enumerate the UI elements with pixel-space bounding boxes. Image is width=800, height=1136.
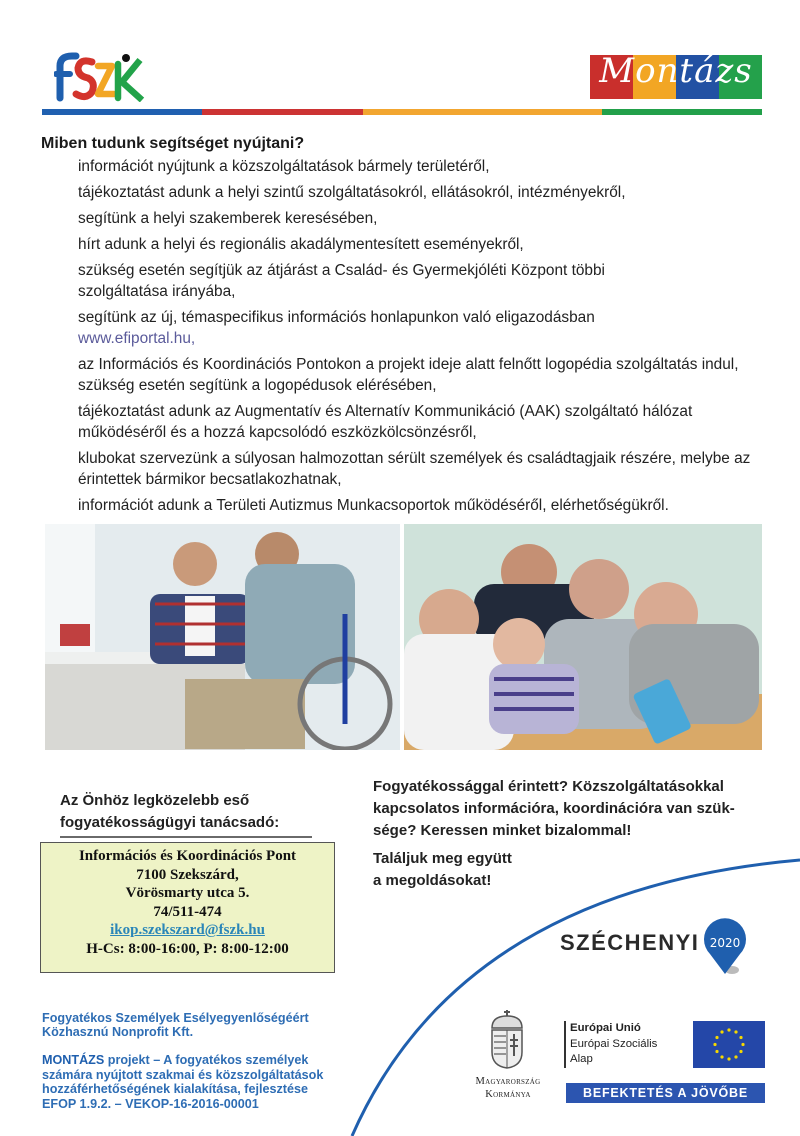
eu-line3: Alap	[570, 1053, 593, 1065]
eu-divider	[564, 1021, 566, 1068]
services-heading: Miben tudunk segítséget nyújtani?	[41, 135, 305, 152]
list-item: az Információs és Koordinációs Pontokon a projekt ideje alatt felnőtt logopédia szolgáltatás indul, szükség esetén segítünk a logopédusok elérésében,	[78, 356, 739, 394]
callout-line: Találjuk meg együtt	[373, 850, 512, 867]
invest-future-banner: BEFEKTETÉS A JÖVŐBE	[566, 1083, 765, 1103]
government-label	[466, 1075, 550, 1101]
services-list	[78, 156, 778, 521]
project-line: hozzáférhetőségének kialakítása, fejlesztése	[42, 1082, 308, 1096]
project-line: számára nyújtott szakmai és közszolgáltatások	[42, 1067, 324, 1082]
project-line	[42, 1053, 323, 1068]
eu-line2: Európai Szociális	[570, 1037, 658, 1050]
list-item: szükség esetén segítjük az átjárást a Család- és Gyermekjóléti Központ többi szolgáltatása irányába,	[78, 262, 605, 300]
title-underline	[60, 836, 312, 838]
contact-street: Vörösmarty utca 5.	[125, 885, 250, 901]
org-line: Közhasznú Nonprofit Kft.	[42, 1025, 194, 1039]
list-item: hírt adunk a helyi és regionális akadálymentesített eseményekről,	[78, 236, 524, 253]
contact-name: Információs és Koordinációs Pont	[78, 848, 297, 864]
list-item: tájékoztatást adunk a helyi szintű szolgáltatásokról, ellátásokról, intézményekről,	[78, 184, 626, 201]
org-line: Fogyatékos Személyek Esélyegyenlőségéért	[42, 1011, 309, 1025]
project-line-rest: projekt – A fogyatékos személyek	[104, 1053, 309, 1067]
nearest-title-line2: fogyatékosságügyi tanácsadó:	[60, 814, 280, 831]
list-item	[78, 307, 778, 349]
project-info	[42, 1053, 323, 1111]
nearest-title-line1: Az Önhöz legközelebb eső	[60, 792, 250, 809]
contact-email-link[interactable]: ikop.szekszard@fszk.hu	[110, 922, 265, 938]
list-item: tájékoztatást adunk az Augmentatív és Alternatív Kommunikáció (AAK) szolgáltató hálózat működéséről és a hozzá kapcsolódó eszközkölcsönzésről,	[78, 403, 693, 441]
header-color-bar	[42, 109, 762, 115]
eu-fund-label	[570, 1021, 657, 1068]
svg-text:2020: 2020	[709, 936, 741, 950]
project-code: EFOP 1.9.2. – VEKOP-16-2016-00001	[42, 1096, 259, 1111]
hungarian-coat-of-arms-icon	[484, 1008, 530, 1070]
callout-line: a megoldásokat!	[373, 872, 492, 889]
contact-phone: 74/511-474	[153, 903, 222, 920]
nearest-advisor-title	[60, 790, 279, 834]
callout-line: sége? Keressen minket bizalommal!	[373, 822, 632, 839]
organization-name	[42, 1011, 309, 1039]
montazs-logo	[590, 51, 762, 99]
efiportal-link[interactable]: www.efiportal.hu,	[78, 330, 196, 347]
szechenyi-pin-icon	[702, 918, 748, 976]
contact-box	[40, 842, 335, 973]
photo-consultation-wheelchair	[45, 524, 400, 750]
photo-group-tablet	[404, 524, 762, 750]
fszk-logo	[54, 52, 146, 102]
list-item: klubokat szervezünk a súlyosan halmozottan sérült személyek és családtagjaik részére, melybe az érintettek bármikor becsatlakozhatnak,	[78, 450, 751, 488]
contact-hours: H-Cs: 8:00-16:00, P: 8:00-12:00	[86, 940, 289, 957]
eu-line1: Európai Unió	[570, 1022, 641, 1034]
list-item: információt adunk a Területi Autizmus Munkacsoportok működéséről, elérhetőségükről.	[78, 497, 669, 514]
list-item: információt nyújtunk a közszolgáltatások bármely területéről,	[78, 158, 490, 175]
list-item-text: segítünk az új, témaspecifikus információs honlapunkon való eligazodásban	[78, 309, 595, 326]
callout-line: Fogyatékossággal érintett? Közszolgáltatásokkal	[373, 778, 724, 795]
eu-flag-icon	[693, 1021, 765, 1068]
montazs-logo-text: Montázs	[599, 51, 753, 91]
szechenyi-logo-text: SZÉCHENYI	[560, 930, 700, 955]
gov-line2: Kormánya	[485, 1089, 531, 1100]
gov-line1: Magyarország	[475, 1076, 541, 1087]
project-name: MONTÁZS	[42, 1053, 105, 1067]
callout-line: kapcsolatos információra, koordinációra van szük-	[373, 800, 735, 817]
contact-city: 7100 Szekszárd,	[136, 866, 239, 883]
list-item: segítünk a helyi szakemberek keresésében,	[78, 210, 378, 227]
